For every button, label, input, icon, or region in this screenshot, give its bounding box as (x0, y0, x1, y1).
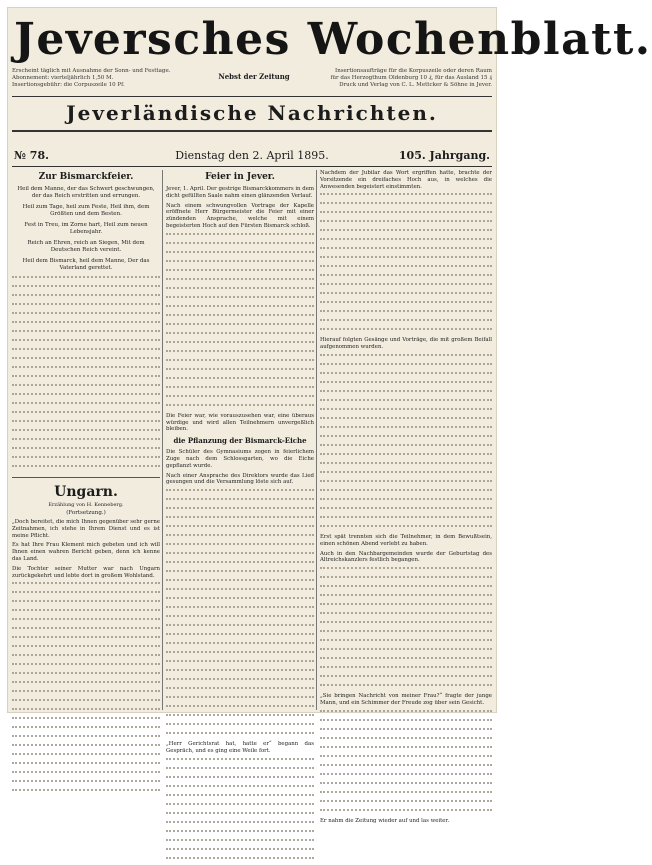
stanza: Fest in Treu, im Zorne hart, Heil zum neuen Lebensjahr. (24, 222, 148, 235)
dateline (14, 148, 490, 164)
text-block (12, 582, 160, 797)
issue-number: № 78. (14, 149, 49, 162)
column-divider (162, 170, 163, 710)
text-block (166, 233, 314, 412)
issue-date: Dienstag den 2. April 1895. (175, 149, 329, 162)
note-line: Abonnement: vierteljährlich 1,50 M. (12, 75, 114, 81)
masthead-note: Nebst der Zeitung (218, 72, 290, 81)
divider (12, 477, 160, 478)
article-paragraph: Er nahm die Zeitung wieder auf und las weiter. (320, 817, 450, 824)
article-paragraph: Die Schüler des Gymnasiums zogen in feierlichem Zuge nach dem Schlossgarten, wo die Eiche gepflanzt wurde. (166, 449, 314, 469)
article-subtitle: die Pflanzung der Bismarck-Eiche (173, 436, 307, 446)
section-heading: Jeverländische Nachrichten. (66, 101, 438, 125)
divider (12, 96, 492, 97)
stanza: Heil dem Manne, der das Schwert geschwungen, der das Reich erstritten und errungen. (17, 186, 155, 199)
poem (12, 186, 160, 272)
column-news (166, 170, 314, 754)
story-continued: (Fortsetzung.) (66, 510, 106, 516)
article-paragraph: Hierauf folgten Gesänge und Vorträge, die mit großem Beifall aufgenommen wurden. (320, 337, 492, 351)
story-byline: Erzählung von H. Kenneberg. (48, 502, 124, 508)
story-paragraph: Die Tochter seiner Mutter war nach Ungarn zurückgekehrt und lebte dort in großem Wohlstand. (12, 565, 160, 579)
stanza: Heil zum Tage, heil zum Feste, Heil ihm, dem Größten und dem Besten. (22, 204, 150, 217)
poem-title: Zur Bismarckfeier. (38, 172, 134, 182)
article-paragraph: Die Feier war, wie vorauszusehen war, eine überaus würdige und wird allen Teilnehmern unvergeßlich bleiben. (166, 412, 314, 433)
note-line: Insertionsaufträge für die Korpuszeile oder deren Raum (335, 68, 492, 74)
stanza: Heil dem Bismarck, heil dem Manne, Der das Vaterland gerettet. (22, 258, 150, 271)
article-title: Feier in Jever. (205, 172, 275, 182)
text-block (320, 567, 492, 692)
note-line: Druck und Verlag von C. L. Mettcker & Söhne in Jever. (339, 82, 492, 88)
story-paragraph: Es hat Ihre Frau Klement mich gebeten und ich will Ihnen einen wahren Bericht geben, denn ich kenne das Land. (12, 542, 160, 562)
article-paragraph: „Herr Gerichtsrat hat, hatte er“ begann das Gespräch, und es ging eine Weile fort. (166, 741, 314, 754)
column-poem-story (12, 170, 160, 710)
text-block (166, 489, 314, 740)
article-paragraph: Jever, 1. April. Der gestrige Bismarckkommers in dem dicht gefüllten Saale nahm einen glänzenden Verlauf. (166, 186, 314, 199)
article-paragraph: Auch in den Nachbargemeinden wurde der Geburtstag des Altreichskanzlers festlich begangen. (320, 550, 492, 564)
text-block (166, 758, 314, 865)
publisher-notes (326, 68, 492, 89)
subscription-notes (12, 68, 172, 89)
text-block (320, 710, 492, 817)
newspaper-page (8, 8, 652, 824)
text-block (320, 354, 492, 533)
story-title: Ungarn. (54, 484, 118, 500)
divider (12, 166, 492, 167)
divider (12, 130, 492, 132)
stanza: Reich an Ehren, reich an Siegen, Mit dem Deutschen Reich vereint. (27, 240, 145, 253)
note-line: Erscheint täglich mit Ausnahme der Sonn- und Festtage. (12, 68, 171, 74)
article-paragraph: „Sie bringen Nachricht von meiner Frau?“ fragte der junge Mann, und ein Schimmer der Freude zog über sein Gesicht. (320, 693, 492, 706)
column-divider (316, 170, 317, 710)
note-line: Insertionsgebühr: die Corpuszeile 10 Pf. (12, 82, 125, 88)
article-paragraph: Nach einer Ansprache des Direktors wurde das Lied gesungen und die Versammlung löste sich auf. (166, 472, 314, 486)
article-paragraph: Nachdem der Jubilar das Wort ergriffen hatte, brachte der Vorsitzende ein dreifaches Hoch aus, in welches die Anwesenden begeistert einstimmten. (320, 170, 492, 190)
note-line: für das Herzogthum Oldenburg 10 ₰, für das Ausland 15 ₰ (330, 75, 492, 81)
volume-year: 105. Jahrgang. (398, 149, 490, 162)
text-block (12, 276, 160, 473)
article-paragraph: Nach einem schwungvollen Vortrage der Kapelle eröffnete Herr Bürgermeister die Feier mit einer zündenden Ansprache, welche mit einem begeisterten Hoch auf den Fürsten Bismarck schloß. (166, 202, 314, 229)
story-paragraph: „Doch bereitet, die mich Ihnen gegenüber sehr gerne Zeitnahmen, ich stehe in Ihrem Dienst und es ist meine Pflicht. (12, 519, 160, 539)
text-block (320, 193, 492, 336)
masthead-title: Jeversches Wochenblatt. (14, 14, 652, 65)
column-continued (320, 170, 492, 824)
article-paragraph: Erst spät trennten sich die Teilnehmer, in dem Bewußtsein, einen schönen Abend verlebt zu haben. (320, 533, 492, 547)
